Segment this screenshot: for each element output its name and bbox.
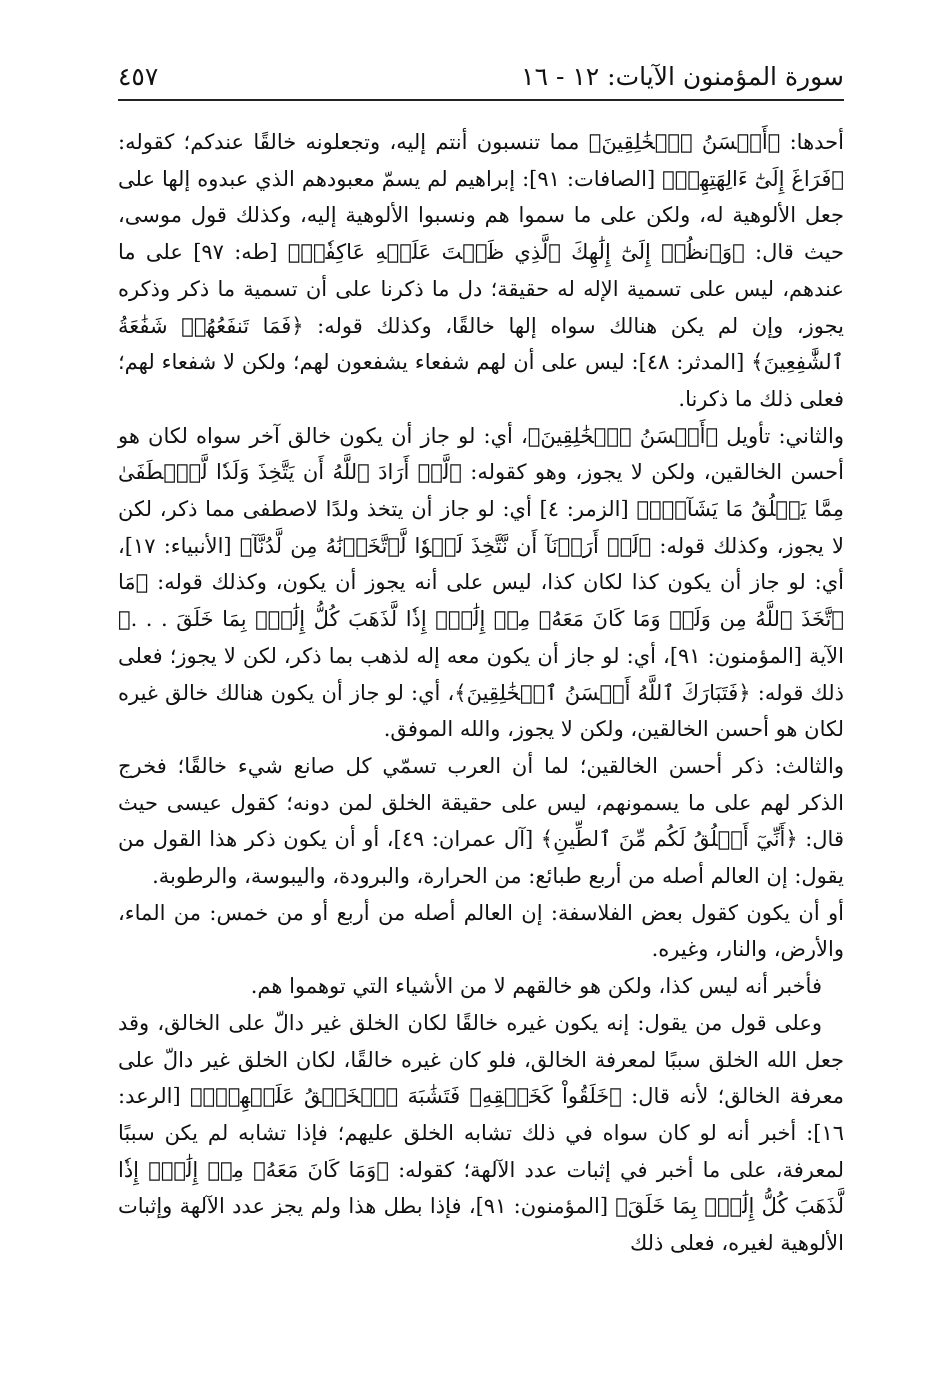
paragraph-conclusion: فأخبر أنه ليس كذا، ولكن هو خالقهم لا من الأشياء التي توهموا هم. [250, 974, 822, 999]
header-divider [118, 99, 844, 101]
page-header [118, 58, 844, 102]
running-title: سورة المؤمنون الآيات: ١٢ - ١٦ [521, 62, 844, 91]
paragraph-first-interpretation: أحدها: ﴿أَحۡسَنُ ٱلۡخَٰلِقِينَ﴾ مما تنسبون أنتم إليه، وتجعلونه خالقًا عندكم؛ كقوله: ﴿فَرَاغَ إِلَىٰٓ ءَالِهَتِهِمۡ﴾ [الصافات: ٩١]: إبراهيم لم يسمّ معبودهم الذي عبدوه إلها على جعل الألوهية له، ولكن على ما سموا هم ونسبوا الألوهية إليه، وكذلك قول موسى، حيث قال: ﴿وَٱنظُرۡ إِلَىٰٓ إِلَٰهِكَ ٱلَّذِي ظَلۡتَ عَلَيۡهِ عَاكِفٗاۖ﴾ [طه: ٩٧] على ما عندهم، ليس على تسمية الإله له حقيقة؛ دل ما ذكرنا على أن تسمية ما ذكر وذكره يجوز، وإن لم يكن هنالك سواه إلها خالقًا، وكذلك قوله: ﴿فَمَا تَنفَعُهُمۡ شَفَٰعَةُ ٱلشَّٰفِعِينَ﴾ [المدثر: ٤٨]: ليس على أن لهم شفعاء يشفعون لهم؛ ولكن لا شفعاء لهم؛ فعلى ذلك ما ذكرنا. [118, 130, 844, 411]
paragraph-philosophers: أو أن يكون كقول بعض الفلاسفة: إن العالم أصله من أربع أو من خمس: من الماء، والأرض، والنار، وغيره. [118, 900, 844, 962]
paragraph-second-interpretation: والثاني: تأويل ﴿أَحۡسَنُ ٱلۡخَٰلِقِينَ﴾، أي: لو جاز أن يكون خالق آخر سواه لكان هو أحسن الخالقين، ولكن لا يجوز، وهو كقوله: ﴿لَّوۡ أَرَادَ ٱللَّهُ أَن يَتَّخِذَ وَلَدٗا لَّٱصۡطَفَىٰ مِمَّا يَخۡلُقُ مَا يَشَآءُۚ﴾ [الزمر: ٤] أي: لو جاز أن يتخذ ولدًا لاصطفى مما ذكر، لكن لا يجوز، وكذلك قوله: ﴿لَوۡ أَرَدۡنَآ أَن نَّتَّخِذَ لَهۡوٗا لَّٱتَّخَذۡنَٰهُ مِن لَّدُنَّآ﴾ [الأنبياء: ١٧]، أي: لو جاز أن يكون كذا لكان كذا، ليس على أنه يجوز أن يكون، وكذلك قوله: ﴿مَا ٱتَّخَذَ ٱللَّهُ مِن وَلَدٖ وَمَا كَانَ مَعَهُۥ مِنۡ إِلَٰهٍۚ إِذٗا لَّذَهَبَ كُلُّ إِلَٰهِۭ بِمَا خَلَقَ . . .﴾ الآية [المؤمنون: ٩١]، أي: لو جاز أن يكون معه إله لذهب بما ذكر، لكن لا يجوز؛ فعلى ذلك قوله: ﴿فَتَبَارَكَ ٱللَّهُ أَحۡسَنُ ٱلۡخَٰلِقِينَ﴾، أي: لو جاز أن يكون هنالك خالق غيره لكان هو أحسن الخالقين، ولكن لا يجوز، والله الموفق. [118, 423, 844, 742]
body-text [118, 124, 844, 1262]
page-number: ٤٥٧ [118, 62, 159, 91]
paragraph-third-interpretation: والثالث: ذكر أحسن الخالقين؛ لما أن العرب تسمّي كل صانع شيء خالقًا؛ فخرج الذكر لهم على ما يسمونهم، ليس على حقيقة الخلق لمن دونه؛ كقول عيسى حيث قال: ﴿أَنِّيٓ أَخۡلُقُ لَكُم مِّنَ ٱلطِّينِ﴾ [آل عمران: ٤٩]، أو أن يكون ذكر هذا القول من يقول: إن العالم أصله من أربع طبائع: من الحرارة، والبرودة، واليبوسة، والرطوبة. [118, 753, 844, 889]
paragraph-creation-evidence: وعلى قول من يقول: إنه يكون غيره خالقًا لكان الخلق غير دالّ على الخالق، وقد جعل الله الخلق سببًا لمعرفة الخالق، فلو كان غيره خالقًا، لكان الخلق غير دالّ على معرفة الخالق؛ لأنه قال: ﴿خَلَقُواْ كَخَلۡقِهِۦ فَتَشَٰبَهَ ٱلۡخَلۡقُ عَلَيۡهِمۡۚ﴾ [الرعد: ١٦]: أخبر أنه لو كان سواه في ذلك تشابه الخلق عليهم؛ فإذا تشابه لم يكن سببًا لمعرفة، على ما أخبر في إثبات عدد الآلهة؛ كقوله: ﴿وَمَا كَانَ مَعَهُۥ مِنۡ إِلَٰهٍۚ إِذٗا لَّذَهَبَ كُلُّ إِلَٰهِۭ بِمَا خَلَقَ﴾ [المؤمنون: ٩١]، فإذا بطل هذا ولم يجز عدد الآلهة وإثبات الألوهية لغيره، فعلى ذلك [118, 1010, 844, 1256]
